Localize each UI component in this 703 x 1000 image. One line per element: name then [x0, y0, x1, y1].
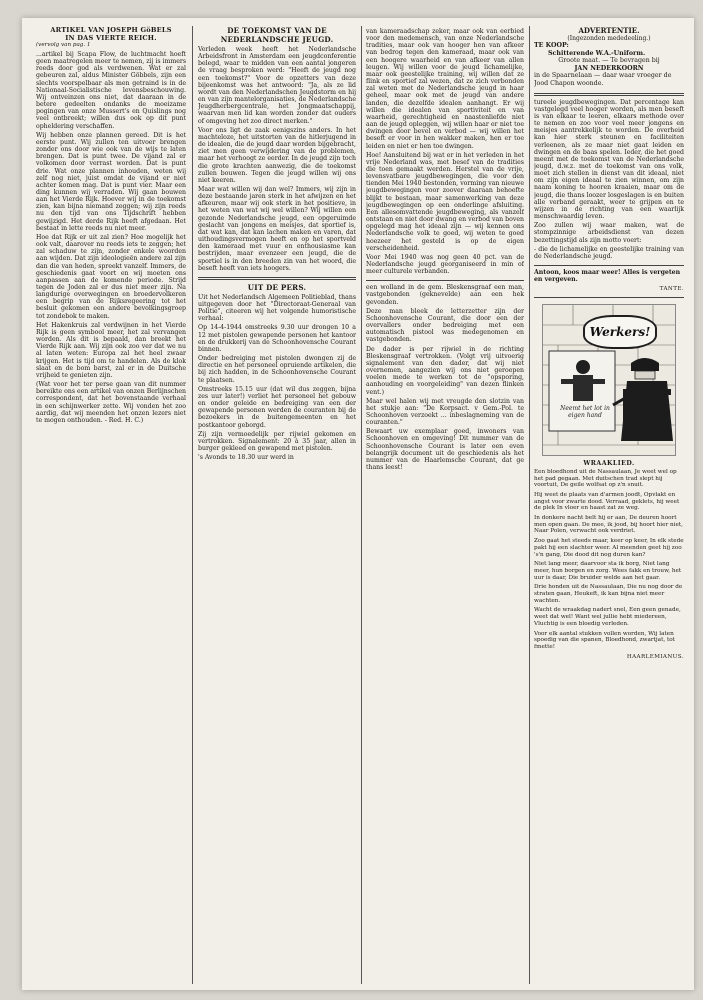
advert-subtitle: (Ingezonden mededeeling.)	[567, 35, 651, 42]
advert-seller-text: JAN NEDERKOORN	[574, 64, 644, 72]
column-3	[366, 26, 524, 984]
paragraph: Voor Mei 1940 was nog geen 40 pct. van de Nederlandsche jeugd georganiseerd in min of meer culturele verbanden.	[366, 253, 524, 276]
advert-label	[534, 42, 684, 50]
poem-stanza: Drie honden uit de Nassaulaan, Die nu nog door de straten gaan, Heukeft, ik kan bijna niet meer wachten.	[534, 584, 683, 604]
column-rule	[361, 26, 362, 984]
press-title: UIT DE PERS.	[247, 282, 307, 292]
poem-stanza: Zoo gaat het steeds maar, keer op keer, In elk stede pakt hij een slachter weer. Al meenden geet hij zoo 's'n gang, Die dood dit nog duren kan?	[534, 538, 684, 558]
poem-stanza: Een bloedhond uit de Nassaulaan, Je weet wel op het pad gegaan. Met duitschen trad slept hij voortuit, De geile wolfsat op z'n snuit.	[534, 468, 677, 489]
column-4	[534, 26, 684, 984]
paragraph: Maar wat willen wij dan wel? Immers, wij zijn in deze bestaande jaren sterk in het afwijzen en het afkeuren, maar wij ook sterk in het positieve, in het weten van wat wij wel willen? Wij willen een gezonde Nederlandsche jeugd, een opgeruimde geslacht van jongens en meisjes, dat sportief is, dat wat kan, dat kan lachen maken en varen, dat uithoudingsvermogen heeft en op het sportveld den kameraad met vuur en enthousiasme kan bestrijden, maar evenzeer een jeugd, die de sportiel is in den breeden zin van het woord, die beseft heeft van iets hoogers.	[198, 185, 356, 272]
article-title-line2: NEDERLANDSCHE JEUGD.	[220, 35, 334, 44]
advert-size: Groote maat. — Te bevragen bij	[558, 57, 660, 65]
article-subheading: IN DAS VIERTE REICH.	[65, 34, 157, 42]
paragraph: De dader is per rijwiel in de richting Bleskensgraaf vertrokken. (Volgt vrij uitvoerig signalement van den dader, dat wij niet overnemen, aangezien wij ons niet geroepen voelen mede te werken tot de "opsporing, aanhouding en voorgeleiding" van dezen flinken vent.)	[366, 345, 524, 396]
paragraph: tureele jeugdbewegingen. Dat percentage kan vastgelegd veel hooger worden, als men beseft is van elkaar te leeren, elkaars methode over te nemen en zoo voor veel meer jongens en meisjes aantrekkelijk te worden. De overheid kan hier sterk steunen en faciliteiten verleenen, als ze maar niet gaat leiden en dwingen en de baas spelen. Ieder, die het goed meent met de toekomst van de Nederlandsche jeugd, d.w.z. met de toekomst van ons volk, moet zich stellen in dienst van dit ideaal, niet om zijn eigen ideaal te zien winnen, om zijn naam koning te hooren kraaien, maar om de jeugd, die thans loozer losgeslagen is en buiten alle verband geraakt, weer te grijpen en te wijzen in de richting van een waarlijk menschwaardig leven.	[534, 98, 684, 221]
poem-stanza: In donkere nacht belt hij er aan, De deuren hoort men open gaan. De mee, ik jood, bij hoort hier niet, Naar Polen, verwacht ook verdriet.	[534, 515, 683, 535]
paragraph: 's Avonds te 18.30 uur werd in	[198, 454, 294, 462]
paragraph: - die de lichamelijke en geestelijke training van de Nederlandsche jeugd.	[534, 245, 684, 260]
paragraph: Hoe! Aansluitend bij wat er in het verleden in het vrije Nederland was, met besef van de tradities die toen gemaakt werden. Herstel van de vrije, levensvatbare jeugdbewegingen, die voor den tienden Mei 1940 bestonden, vorming van nieuwe jeugdbewegingen voor zoover daaraan behoefte blijkt te bestaan, maar samenwerking van deze jeugdbewegingen op een onderlinge afsluiting. Een allesomvattende jeugdbeweging, als vanzelf ontstaan en niet door dwang en verbod van boven opgelegd mag het ideaal zijn — wij kennen ons Nederlandsche volk te goed, wij weten te goed hoezeer het gesteld is op de eigen verscheidenheid.	[366, 151, 524, 252]
paragraph: van kameraadschap zeker, maar ook van eerbied voor den medemensch, van onze Nederlandsche tradities, maar ook van hooger hen van afkeer van bedrog tegen den kameraad, maar ook van een hoogere waarheid en van afkeer van allen leugen. Wij willen voor de jeugd lichamelijke, maar ook geestelijke training, wij willen dat ze flink en sportief zal wezen, dat ze zich verbonden zal weten met de Nederlandsche jeugd in haar geheel, maar ook met de jeugd van andere landen, die dezelfde idealen aanhangt. Er wij willen die idealen van sportiviteit en van waarheid, gerechtigheid en naastenliefde niet aan de jeugd opleggen, wij willen haar er niet toe dwingen door bevel en verbod — wij willen het beseft er voor in hen wakker maken, hen er toe leiden en niet er hen toe dwingen.	[366, 28, 524, 150]
advert-item-text: Schitterende W.A.-Uniform.	[548, 49, 646, 57]
slogan: Antoon, koos maar weer! Alles is vergeten en vergeven.	[534, 269, 681, 284]
poem-author: HAARLEMIANUS.	[626, 653, 684, 660]
paragraph: Maar wel halen wij met vreugde den slotzin van het stukje aan: "De Korpsact. v Gem.-Pol. te Schoonhoven verzoekt ... inbeslagneming van de couranten."	[366, 397, 524, 427]
paragraph: Omstreeks 15.15 uur (dat wil dus zeggen, bijna zes uur later!) verliet het personeel het gebouw en onder geleide en bedreiging van een der gewapende personen werden de couranten bij de bezoekers in de buitengemeenten en het postkantoor geborgd.	[198, 385, 356, 429]
slogan-signature: TANTE.	[659, 285, 684, 292]
paragraph: een wolland in de gem. Bleskensgraaf een man, vastgebonden (geknevelde) aan een hek gevonden.	[366, 284, 524, 306]
paragraph: Zoo zullen wij waar maken, wat de stompzinnige arbeidsdienst van dezen bezettingstijd als zijn motto voert:	[534, 222, 684, 244]
paragraph: Voor ons ligt de zaak eenigszins anders. In het machteloze, het uitstorten van de hitlerjugend in de idealen, die de jeugd daar worden bijgebracht, ziet men geen verwijdering van de problemen, maar het verhoogt ze eerder. In de jeugd zijn toch die grote krachten aanwezig, die de toekomst zullen bouwen. Tegen die jeugd willen wij ons niet keeren.	[198, 126, 356, 184]
poem-stanza: Niet lang meer, daarvoor sta ik borg, Niet lang meer, hun borgen en zorg. Wees fakk en trouw, het uur is daar, Die bruider welde aan het gaar.	[534, 561, 682, 581]
section-divider	[534, 265, 684, 266]
paragraph: Hoe dat Rijk er uit zal zien? Hoe mogelijk het ook valt, daarover nu reeds iets te zeggen; het zal schaduw te zijn, zonder enkele woorden aan wijden. Dat zijn ideologieën andere zal zijn dan die van heden, spreekt vanzelf. Immers, de geschiedenis gaat voort en wij moeten ons aanpassen aan de komende periode. Strijd tegen de Joden zal er dus niet meer zijn. Na langdurige overwegingen en broedervolkeren een begrip van de Rijksregeering tot het besluit gekomen een andere bevolkingsgroep tot zondebok te maken.	[36, 233, 186, 320]
paragraph: Bewaart uw exemplaar goed, inwoners van Schoonhoven en omgeving! Dit nummer van de Schoonhovensche Courant is later een even belangrijk document uit de geschiedenis als het nummer van de Haarlemsche Courant, dat ge thans leest!	[366, 428, 524, 472]
poster-headline: Werkers!	[583, 315, 657, 349]
paragraph: Zij zijn vermoedelijk per rijwiel gekomen en vertrokken. Signalement: 20 à 35 jaar, allen in burger gekleed en gewapend met pistolen.	[198, 430, 356, 452]
newspaper-page	[22, 18, 694, 990]
section-divider	[366, 280, 524, 281]
advert-item	[534, 50, 684, 58]
article-title: DE TOEKOMST VAN DE	[227, 26, 327, 35]
poem-stanza: Voor elk aantal stukken vollen worden, Wij laten spoedig van die spanen, Bloedhond, zwartjat, tot fmette!	[534, 630, 675, 650]
column-rule	[529, 26, 530, 984]
column-rule	[192, 26, 193, 984]
article-heading: ARTIKEL VAN JOSEPH GöBELS	[50, 26, 172, 34]
paragraph: ...artikel bij Scapa Flow, de luchtmacht hoeft geen maatregelen meer te nemen, zij is immers reeds door god als verdwenen. Wat er zal gebeuren zal, aldus Minister Göbbels, zijn een slechts voorspelbaar als men getraind is in de Nationaal-Socialistische levensbeschouwing. Wij ontveinzen ons niet, dat daaraan in de betere gedeelten ondanks de moeizame pogingen van onze Mussert's en Quislings nog veel ontbreekt; willen dus ook op dit punt opheldering verschaffen.	[36, 51, 186, 130]
poem-stanza: Hij weet de plaats van d'armen joodt, Opvlakt en angst voor zwarte dood. Verraad, geklets, hij weet de plek In vloer en haast zat ze weg.	[534, 491, 680, 512]
poem-title: WRAAKLIED.	[583, 459, 635, 467]
paragraph: Op 14-4-1944 omstreeks 9.30 uur drongen 10 a 12 met pistolen gewapende personen het kantoor en de drukkerij van de Schoonhovensche Courant binnen.	[198, 324, 356, 353]
advert-label-text: TE KOOP:	[534, 42, 569, 49]
section-divider	[534, 297, 684, 298]
poem-stanza: Wacht de wraakdag nadert snel, Een geen genade, weet dat wel! Want wel jullie hebt miedereen, Vluchtig is een bloedig verleden.	[534, 607, 681, 627]
section-divider	[534, 93, 684, 96]
paragraph: Het Hakenkruis zal verdwijnen in het Vierde Rijk is geen symbool meer, het zal vervangen worden. Als dit is bepaald, dan breekt het Vierde Rijk aan. Wij zijn ook zoo ver dat we nu al laten weten: Europa zal het heel zwaar krijgen. Het is tijd om te handelen. Als de klok slaat en de bom barst, zal er in de Duitsche vrijheid te genieten zijn.	[36, 321, 186, 379]
editor-note: (Wat voor het ter perse gaan van dit nummer bereikte ons een artikel van onzen Berlijnschen correspondent, dat het bovenstaande verhaal in een schijnwerker zette. Wij vonden het zoo aardig, dat wij meenden het onzen lezers niet te mogen onthouden. - Red. H. C.)	[36, 381, 186, 424]
advert-seller	[534, 65, 684, 73]
paragraph: Verleden week heeft het Nederlandsche Arbeidsfront in Amsterdam een jeugdconferentie belegd, waar te midden van een aantal jongeren de vraag besproken werd: "Heeft de jeugd nog een toekomst?" Voor de opzetters van deze bijeenkomst was het antwoord: "Ja, als ze lid wordt van den Nederlandschen Jeugdstorm en hij en van zijn mantelorganisaties, de Nederlandsche Jeugdherbergcentrale, het Jongmaatschappij, waarvan men lid kan worden zonder dat ouders of omgeving het zoo direct merken."	[198, 46, 356, 125]
column-1	[36, 26, 186, 984]
paragraph: Uit het Nederlandsch Algemeen Politieblad, thans uitgegeven door het "Directoraat-Generaal van Politie", citeeren wij het volgende humoristische verhaal:	[198, 293, 356, 323]
continued-note: (vervolg van pag. 1	[36, 42, 91, 48]
section-divider	[198, 277, 356, 280]
paragraph: Onder bedreiging met pistolen dwongen zij de directie en het personeel opruiende artikelen, die bij zich hadden, in de Schoonhovensche Courant te plaatsen.	[198, 355, 356, 384]
paragraph: Wij hebben onze plannen gereed. Dit is het eerste punt. Wij zullen ten uitvoer brengen zonder ons door wie ook van de wijs te laten brengen. Dat is punt twee. De vijand zal er volkomen door verrast worden. Dat is punt drie. Wat onze plannen inhouden, weten wij zelf nog niet, juist omdat de vijand er niet achter komen mag. Dat is punt vier. Maar een ding kunnen wij verraden. Wij gaan bouwen aan het Vierde Rijk. Hoever wij in de toekomst zien, kan bijna niemand zeggen; wij zijn reeds nu den tijd van ons Tijdschrift hebben gewijzigd. Het derde Rijk heeft afgedaan. Het bestaat in lette reeds nu niet meer.	[36, 131, 186, 232]
advert-title: ADVERTENTIE.	[578, 26, 640, 35]
poster-caption: Neemt het lot in eigen hand	[560, 404, 610, 419]
werkers-poster	[542, 304, 676, 456]
column-2	[198, 26, 356, 984]
advert-address: in de Spaarnelaan — daar waar vroeger de Jood Chapon woonde.	[534, 72, 672, 87]
paragraph: Deze man bleek de letterzetter zijn der Schoonhovensche Courant, die door een der overvallers onder bedreiging met een automatisch pistool was medegenomen en vastgebonden.	[366, 307, 524, 344]
